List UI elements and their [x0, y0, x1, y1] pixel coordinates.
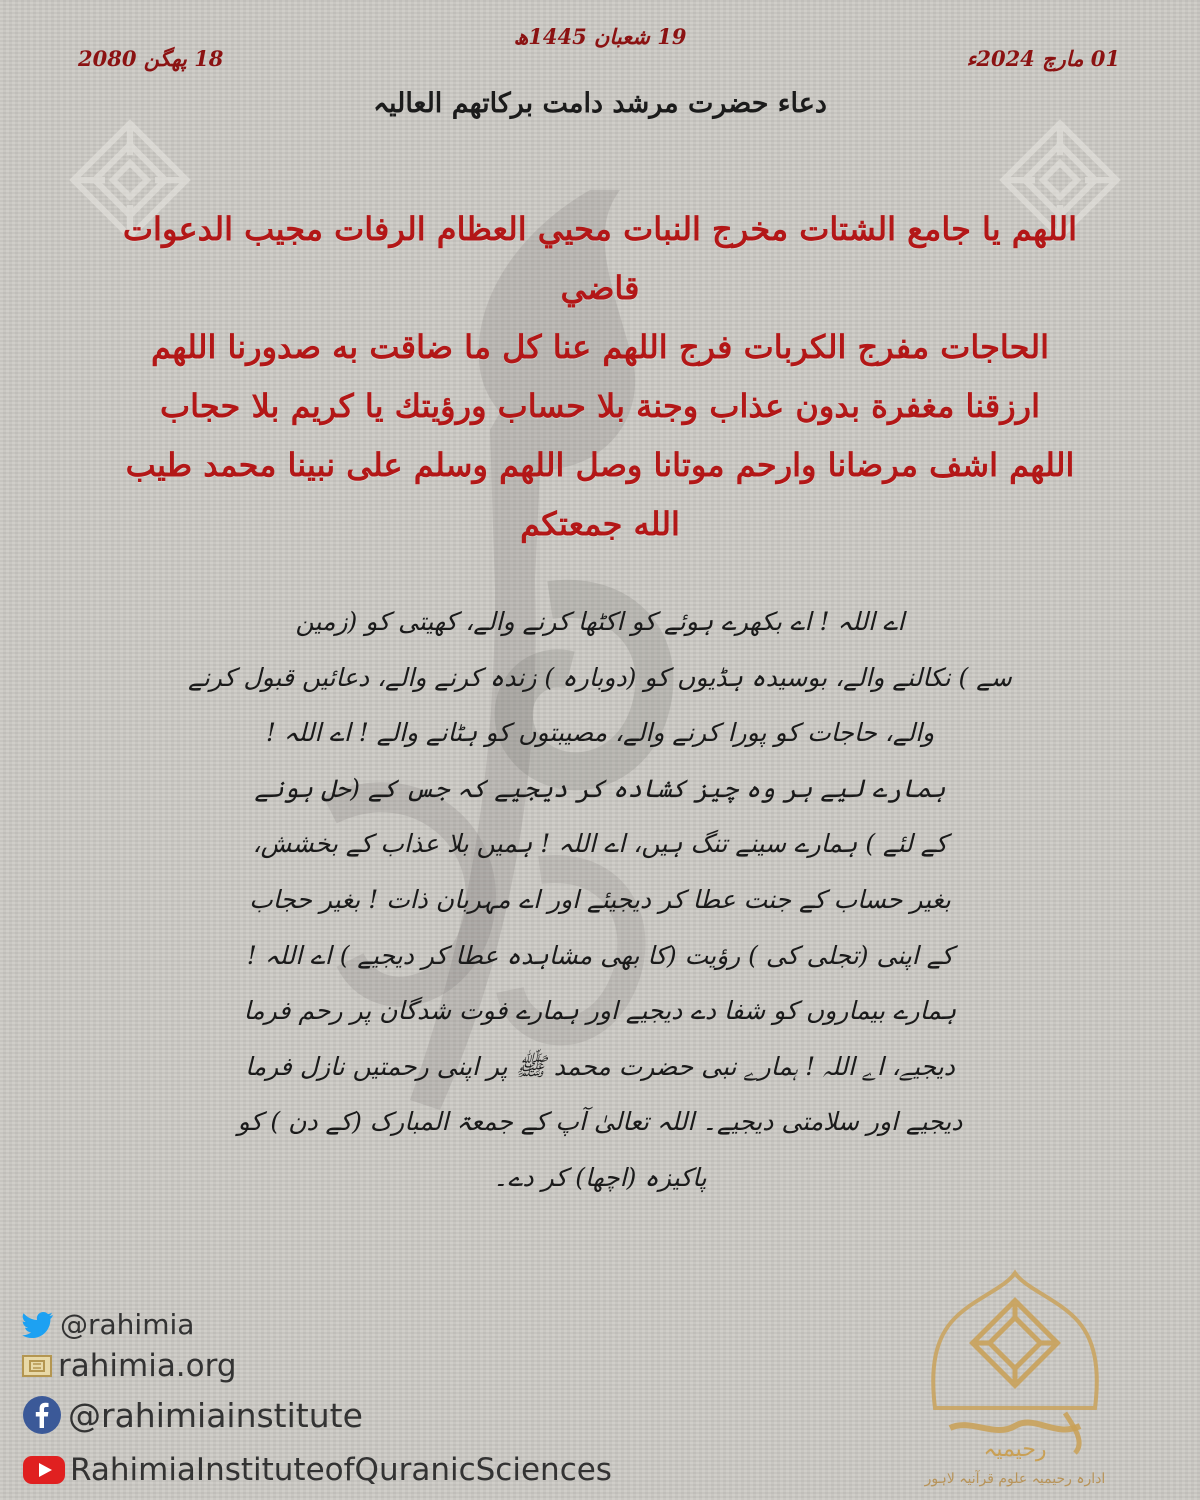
urdu-line: کے لئے ) ہمارے سینے تنگ ہیں، اے اللہ ! ہمیں بلا عذاب کے بخشش، — [252, 829, 948, 859]
urdu-line: ہمارے بیماروں کو شفا دے دیجیے اور ہمارے فوت شدگان پر رحم فرما — [243, 996, 957, 1026]
website-icon — [22, 1353, 52, 1379]
arabic-dua-line: اللهم يا جامع الشتات مخرج النبات محيي العظام الرفات مجيب الدعوات قاضي — [122, 210, 1078, 307]
urdu-line: پاکیزہ (اچھا) کر دے۔ — [493, 1162, 707, 1192]
twitter-bird-icon — [22, 1311, 54, 1339]
facebook-link[interactable] — [22, 1395, 363, 1435]
urdu-line: بغیر حساب کے جنت عطا کر دیجیئے اور اے مہربان ذات ! بغیر حجاب — [249, 884, 951, 914]
logo-name: رحیمیہ — [983, 1437, 1047, 1462]
youtube-link[interactable] — [22, 1452, 612, 1488]
arabic-dua-line: اللهم اشف مرضانا وارحم موتانا وصل اللهم وسلم على نبينا محمد طيب — [125, 446, 1075, 484]
website-url: rahimia.org — [58, 1348, 237, 1384]
hijri-date: 19 شعبان 1445ھ — [513, 24, 687, 49]
page-title: دعاء حضرت مرشد دامت برکاتھم العالیہ — [373, 88, 827, 119]
urdu-line: کے اپنی (تجلی کی ) رؤیت (کا بھی مشاہدہ عطا کر دیجیے ) اے اللہ ! — [246, 940, 954, 970]
arabic-dua — [80, 200, 1120, 554]
urdu-line: سے ) نکالنے والے، بوسیدہ ہڈیوں کو (دوبارہ ) زندہ کرنے والے، دعائیں قبول کرنے — [188, 662, 1012, 692]
logo-tagline: ادارہ رحیمیہ علوم قرآنیہ لاہور — [924, 1471, 1106, 1487]
website-link[interactable] — [22, 1348, 237, 1384]
institute-logo — [915, 1268, 1115, 1493]
arabic-dua-line: ارزقنا مغفرة بدون عذاب وجنة بلا حساب ورؤيتك يا كريم بلا حجاب — [160, 387, 1040, 425]
urdu-line: ہمارے لیے ہر وہ چیز کشادہ کر دیجیے کہ جس کے (حل ہونے — [254, 773, 946, 803]
bikrami-date: 18 پھگن 2080 — [78, 46, 224, 71]
arabic-dua-line: الله جمعتكم — [520, 505, 680, 543]
twitter-link[interactable] — [22, 1308, 194, 1341]
gregorian-date: 01 مارچ 2024ء — [966, 46, 1120, 71]
youtube-icon — [22, 1454, 66, 1486]
urdu-line: اے اللہ ! اے بکھرے ہوئے کو اکٹھا کرنے والے، کھیتی کو (زمین — [295, 607, 905, 636]
urdu-translation — [160, 594, 1040, 1206]
twitter-handle: @rahimia — [60, 1308, 195, 1341]
urdu-line: دیجیے، اے اللہ ! ہمارے نبی حضرت محمد ﷺ پر اپنی رحمتیں نازل فرما — [245, 1051, 955, 1081]
urdu-line: دیجیے اور سلامتی دیجیے۔ اللہ تعالیٰ آپ کے جمعۃ المبارک (کے دن ) کو — [237, 1107, 963, 1137]
facebook-handle: @rahimiainstitute — [68, 1395, 363, 1435]
arabic-dua-line: الحاجات مفرج الكربات فرج اللهم عنا كل ما ضاقت به صدورنا اللهم — [151, 328, 1049, 366]
youtube-channel: RahimiaInstituteofQuranicSciences — [70, 1452, 612, 1488]
facebook-icon — [22, 1395, 62, 1435]
urdu-line: والے، حاجات کو پورا کرنے والے، مصیبتوں کو ہٹانے والے ! اے اللہ ! — [265, 718, 935, 748]
